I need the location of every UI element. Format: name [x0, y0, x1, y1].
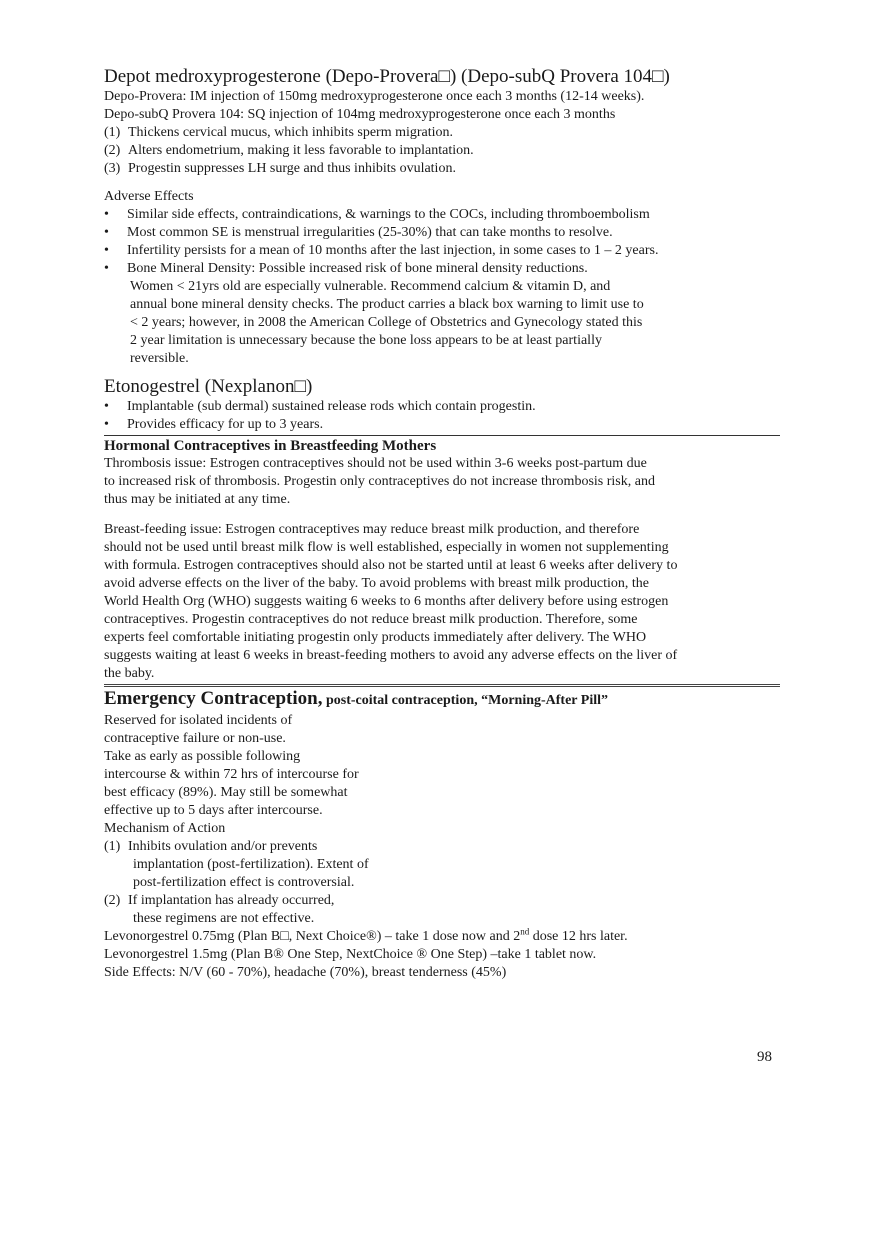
item-text: Alters endometrium, making it less favorable to implantation.	[128, 143, 474, 158]
breastfeeding-line: contraceptives. Progestin contraceptives do not reduce breast milk production. Therefore, some	[104, 612, 638, 627]
levonorgestrel-dose-line	[104, 928, 780, 946]
item-number: (3)	[104, 161, 121, 176]
thrombosis-line: to increased risk of thrombosis. Progestin only contraceptives do not increase thrombosis risk, and	[104, 474, 655, 489]
adverse-bullet	[104, 224, 780, 242]
levo1-superscript: nd	[520, 926, 530, 937]
item-number: (1)	[104, 839, 121, 854]
side-effects-line: Side Effects: N/V (60 - 70%), headache (70%), breast tenderness (45%)	[104, 965, 507, 980]
bullet-glyph: •	[104, 417, 109, 432]
item-text: Thickens cervical mucus, which inhibits sperm migration.	[128, 125, 454, 140]
emergency-line: effective up to 5 days after intercourse.	[104, 803, 323, 818]
breastfeeding-line: Breast-feeding issue: Estrogen contraceptives may reduce breast milk production, and therefore	[104, 522, 640, 537]
emergency-line: contraceptive failure or non-use.	[104, 731, 286, 746]
emergency-line: Take as early as possible following	[104, 749, 301, 764]
etonogestrel-title: Etonogestrel (Nexplanon□)	[104, 376, 313, 397]
item-text: Progestin suppresses LH surge and thus inhibits ovulation.	[128, 161, 456, 176]
emergency-title-row	[104, 688, 780, 712]
bmd-continuation: Women < 21yrs old are especially vulnerable. Recommend calcium & vitamin D, and	[130, 279, 611, 294]
breastfeeding-line: experts feel comfortable initiating progestin only products immediately after delivery. The WHO	[104, 630, 647, 645]
item-number: (2)	[104, 893, 121, 908]
emergency-title: Emergency Contraception,	[104, 688, 323, 709]
bmd-continuation: reversible.	[130, 351, 189, 366]
bullet-text: Bone Mineral Density: Possible increased risk of bone mineral density reductions.	[127, 261, 588, 276]
thrombosis-line: thus may be initiated at any time.	[104, 492, 291, 507]
page-number: 98	[757, 1049, 772, 1065]
emergency-line: best efficacy (89%). May still be somewhat	[104, 785, 348, 800]
document-page	[104, 66, 780, 982]
adverse-bullet	[104, 242, 780, 260]
levonorgestrel-one-step-line: Levonorgestrel 1.5mg (Plan B® One Step, NextChoice ® One Step) –take 1 tablet now.	[104, 947, 597, 962]
breastfeeding-line: avoid adverse effects on the liver of the baby. To avoid problems with breast milk production, the	[104, 576, 650, 591]
levo1-text-b: dose 12 hrs later.	[529, 929, 628, 944]
depo-title: Depot medroxyprogesterone (Depo-Provera□) (Depo-subQ Provera 104□)	[104, 66, 670, 87]
emergency-item	[104, 838, 780, 856]
mechanism-item	[104, 160, 780, 178]
breastfeeding-line: with formula. Estrogen contraceptives should also not be started until at least 6 weeks after delivery to	[104, 558, 678, 573]
bullet-glyph: •	[104, 261, 109, 276]
depo-line-1: Depo-Provera: IM injection of 150mg medroxyprogesterone once each 3 months (12-14 weeks).	[104, 89, 645, 104]
etonogestrel-bullet	[104, 416, 780, 434]
item-continuation: implantation (post-fertilization). Extent of	[133, 857, 369, 872]
item-text: If implantation has already occurred,	[128, 893, 335, 908]
emergency-item	[104, 892, 780, 910]
etonogestrel-bullet	[104, 398, 780, 416]
item-number: (1)	[104, 125, 121, 140]
breastfeeding-line: the baby.	[104, 666, 155, 681]
bmd-continuation: 2 year limitation is unnecessary because the bone loss appears to be at least partially	[130, 333, 602, 348]
breastfeeding-line: should not be used until breast milk flow is well established, especially in women not supplementing	[104, 540, 669, 555]
bullet-text: Infertility persists for a mean of 10 months after the last injection, in some cases to 1 – 2 years.	[127, 243, 659, 258]
emergency-subtitle: post-coital contraception, “Morning-After Pill”	[322, 693, 608, 708]
bullet-glyph: •	[104, 207, 109, 222]
bullet-text: Most common SE is menstrual irregularities (25-30%) that can take months to resolve.	[127, 225, 613, 240]
adverse-bullet	[104, 260, 780, 278]
breastfeeding-line: World Health Org (WHO) suggests waiting 6 weeks to 6 months after delivery before using estrogen	[104, 594, 669, 609]
bullet-glyph: •	[104, 225, 109, 240]
mechanism-item	[104, 124, 780, 142]
section-divider	[104, 435, 780, 436]
breastfeeding-title: Hormonal Contraceptives in Breastfeeding Mothers	[104, 438, 437, 454]
item-continuation: these regimens are not effective.	[133, 911, 315, 926]
bullet-glyph: •	[104, 399, 109, 414]
section-divider	[104, 684, 780, 687]
item-number: (2)	[104, 143, 121, 158]
bmd-continuation: annual bone mineral density checks. The product carries a black box warning to limit use to	[130, 297, 644, 312]
mechanism-heading: Mechanism of Action	[104, 821, 226, 836]
item-text: Inhibits ovulation and/or prevents	[128, 839, 318, 854]
bmd-continuation: < 2 years; however, in 2008 the American College of Obstetrics and Gynecology stated this	[130, 315, 643, 330]
item-continuation: post-fertilization effect is controversial.	[133, 875, 355, 890]
levo1-text-a: Levonorgestrel 0.75mg (Plan B□, Next Choice®) – take 1 dose now and 2	[104, 929, 521, 944]
depo-line-2: Depo-subQ Provera 104: SQ injection of 104mg medroxyprogesterone once each 3 months	[104, 107, 616, 122]
breastfeeding-line: suggests waiting at least 6 weeks in breast-feeding mothers to avoid any adverse effects on the liver of	[104, 648, 678, 663]
bullet-glyph: •	[104, 243, 109, 258]
thrombosis-line: Thrombosis issue: Estrogen contraceptives should not be used within 3-6 weeks post-partum due	[104, 456, 647, 471]
bullet-text: Implantable (sub dermal) sustained release rods which contain progestin.	[127, 399, 536, 414]
mechanism-item	[104, 142, 780, 160]
adverse-heading: Adverse Effects	[104, 189, 194, 204]
emergency-line: Reserved for isolated incidents of	[104, 713, 293, 728]
bullet-text: Provides efficacy for up to 3 years.	[127, 417, 324, 432]
emergency-line: intercourse & within 72 hrs of intercourse for	[104, 767, 359, 782]
bullet-text: Similar side effects, contraindications, & warnings to the COCs, including thromboembolism	[127, 207, 650, 222]
adverse-bullet	[104, 206, 780, 224]
